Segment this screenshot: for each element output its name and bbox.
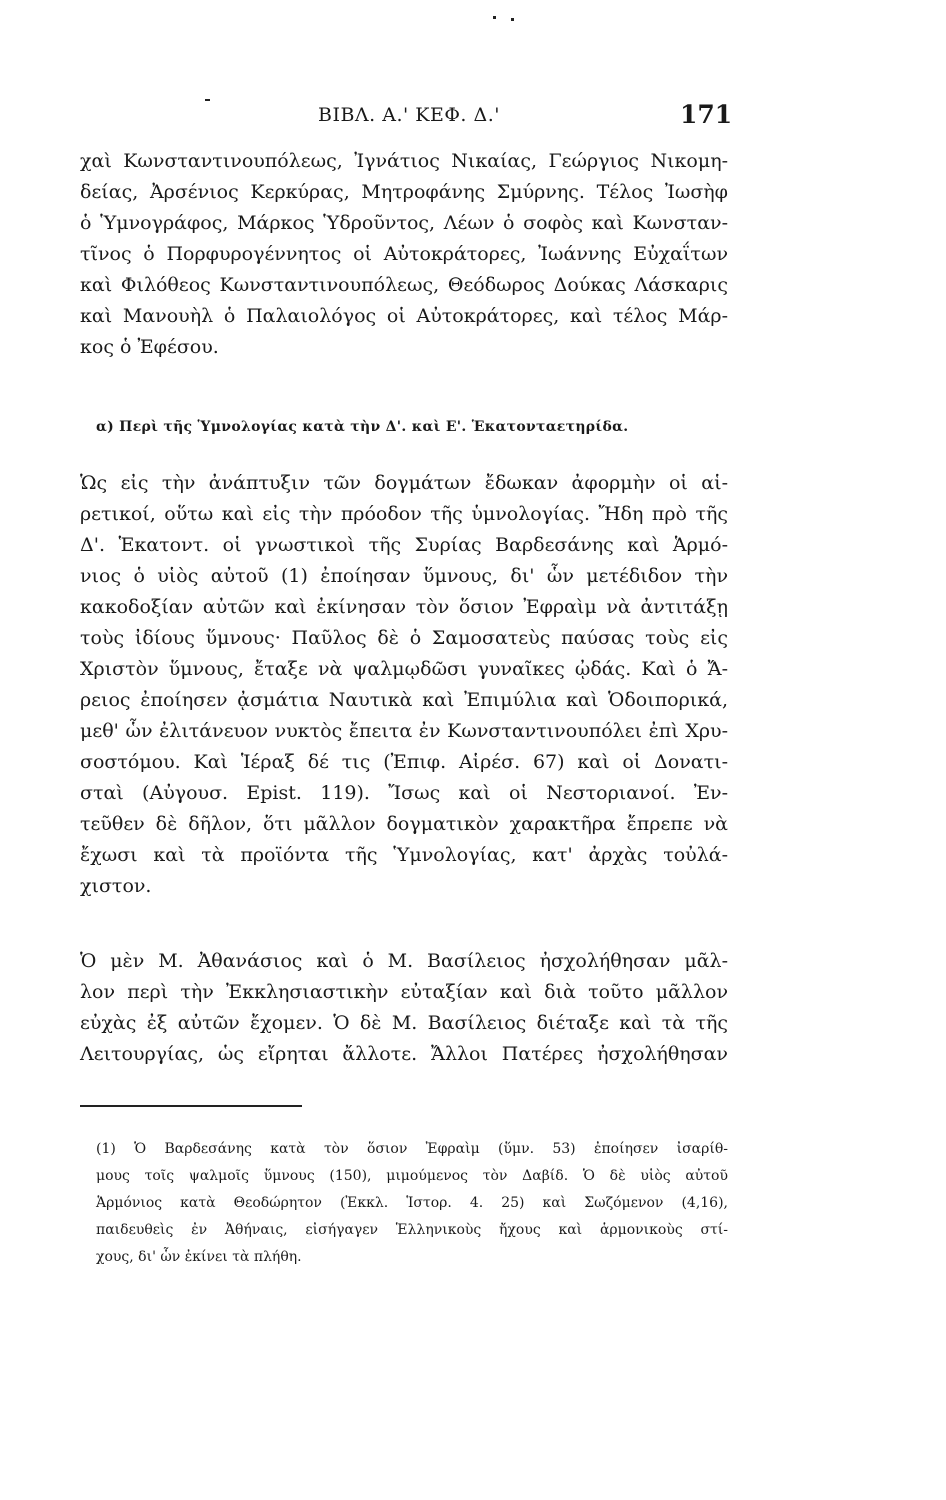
text-line: χιστον. <box>80 875 152 897</box>
footnote <box>96 1136 728 1271</box>
print-speck <box>511 18 514 21</box>
paragraph <box>80 946 728 1070</box>
footnote-line: Ἁρμόνιος κατὰ Θεοδώρητον (Ἐκκλ. Ἱστορ. 4. 25) καὶ Σωζόμενον (4,16), <box>96 1195 728 1211</box>
section-heading: α) Περὶ τῆς Ὑμνολογίας κατὰ τὴν Δ'. καὶ Ε'. Ἑκατονταετηρίδα. <box>96 419 629 435</box>
text-line: τεῦθεν δὲ δῆλον, ὅτι μᾶλλον δογματικὸν χαρακτῆρα ἔπρεπε νὰ <box>80 813 728 835</box>
footnote-line: (1) Ὁ Βαρδεσάνης κατὰ τὸν ὅσιον Ἐφραὶμ (ὕμν. 53) ἐποίησεν ἰσαρίθ- <box>96 1141 728 1157</box>
text-line: ἔχωσι καὶ τὰ προϊόντα τῆς Ὑμνολογίας, κατ' ἀρχὰς τοὐλά- <box>80 844 728 866</box>
text-line: Δ'. Ἑκατοντ. οἱ γνωστικοὶ τῆς Συρίας Βαρδεσάνης καὶ Ἁρμό- <box>80 534 728 556</box>
footnote-line: χους, δι' ὧν ἐκίνει τὰ πλήθη. <box>96 1249 302 1265</box>
text-line: σοστόμου. Καὶ Ἱέραξ δέ τις (Ἐπιφ. Αἱρέσ. 67) καὶ οἱ Δονατι- <box>80 751 728 773</box>
page-header <box>0 100 946 136</box>
footnote-line: μους τοῖς ψαλμοῖς ὕμνους (150), μιμούμενος τὸν Δαβίδ. Ὁ δὲ υἱὸς αὐτοῦ <box>96 1168 728 1184</box>
text-line: εὐχὰς ἐξ αὐτῶν ἔχομεν. Ὁ δὲ Μ. Βασίλειος διέταξε καὶ τὰ τῆς <box>80 1012 728 1034</box>
text-line: λον περὶ τὴν Ἐκκλησιαστικὴν εὐταξίαν καὶ διὰ τοῦτο μᾶλλον <box>80 981 728 1003</box>
text-line: τῖνος ὁ Πορφυρογέννητος οἱ Αὐτοκράτορες, Ἰωάννης Εὐχαΐτων <box>80 243 728 265</box>
text-line: τοὺς ἰδίους ὕμνους· Παῦλος δὲ ὁ Σαμοσατεὺς παύσας τοὺς εἰς <box>80 627 728 649</box>
paragraph <box>80 468 728 902</box>
footnote-rule <box>80 1105 302 1107</box>
running-head: ΒΙΒΛ. Α.' ΚΕΦ. Δ.' <box>318 104 500 126</box>
text-line: δείας, Ἀρσένιος Κερκύρας, Μητροφάνης Σμύρνης. Τέλος Ἰωσὴφ <box>80 181 728 203</box>
text-line: κος ὁ Ἐφέσου. <box>80 336 219 358</box>
text-line: καὶ Μανουὴλ ὁ Παλαιολόγος οἱ Αὐτοκράτορες, καὶ τέλος Μάρ- <box>80 305 728 327</box>
text-line: νιος ὁ υἱὸς αὐτοῦ (1) ἐποίησαν ὕμνους, δι' ὧν μετέδιδον τὴν <box>80 565 728 587</box>
footnote-line: παιδευθεὶς ἐν Ἀθήναις, εἰσήγαγεν Ἑλληνικοὺς ἤχους καὶ ἁρμονικοὺς στί- <box>96 1222 728 1238</box>
page-number: 171 <box>680 100 733 129</box>
text-line: Ὁ μὲν Μ. Ἀθανάσιος καὶ ὁ Μ. Βασίλειος ἠσχολήθησαν μᾶλ- <box>80 950 728 972</box>
text-line: ρειος ἐποίησεν ᾀσμάτια Ναυτικὰ καὶ Ἐπιμύλια καὶ Ὁδοιπορικά, <box>80 689 728 711</box>
text-line: Λειτουργίας, ὡς εἴρηται ἄλλοτε. Ἄλλοι Πατέρες ἠσχολήθησαν <box>80 1043 728 1065</box>
text-line: ρετικοί, οὕτω καὶ εἰς τὴν πρόοδον τῆς ὑμνολογίας. Ἤδη πρὸ τῆς <box>80 503 728 525</box>
text-line: κακοδοξίαν αὐτῶν καὶ ἐκίνησαν τὸν ὅσιον Ἐφραὶμ νὰ ἀντιτάξῃ <box>80 596 728 618</box>
paragraph-continuation <box>80 146 728 363</box>
text-line: καὶ Φιλόθεος Κωνσταντινουπόλεως, Θεόδωρος Δούκας Λάσκαρις <box>80 274 728 296</box>
text-line: σταὶ (Αὐγουσ. Epist. 119). Ἴσως καὶ οἱ Νεστοριανοί. Ἐν- <box>80 782 728 804</box>
print-speck <box>493 16 496 19</box>
text-line: Χριστὸν ὕμνους, ἔταξε νὰ ψαλμῳδῶσι γυναῖκες ᾠδάς. Καὶ ὁ Ἄ- <box>80 658 728 680</box>
text-line: χαὶ Κωνσταντινουπόλεως, Ἰγνάτιος Νικαίας, Γεώργιος Νικομη- <box>80 150 728 172</box>
text-line: Ὡς εἰς τὴν ἀνάπτυξιν τῶν δογμάτων ἔδωκαν ἀφορμὴν οἱ αἱ- <box>80 472 728 494</box>
text-line: μεθ' ὧν ἐλιτάνευον νυκτὸς ἔπειτα ἐν Κωνσταντινουπόλει ἐπὶ Χρυ- <box>80 720 728 742</box>
text-line: ὁ Ὑμνογράφος, Μάρκος Ὑδροῦντος, Λέων ὁ σοφὸς καὶ Κωνσταν- <box>80 212 728 234</box>
